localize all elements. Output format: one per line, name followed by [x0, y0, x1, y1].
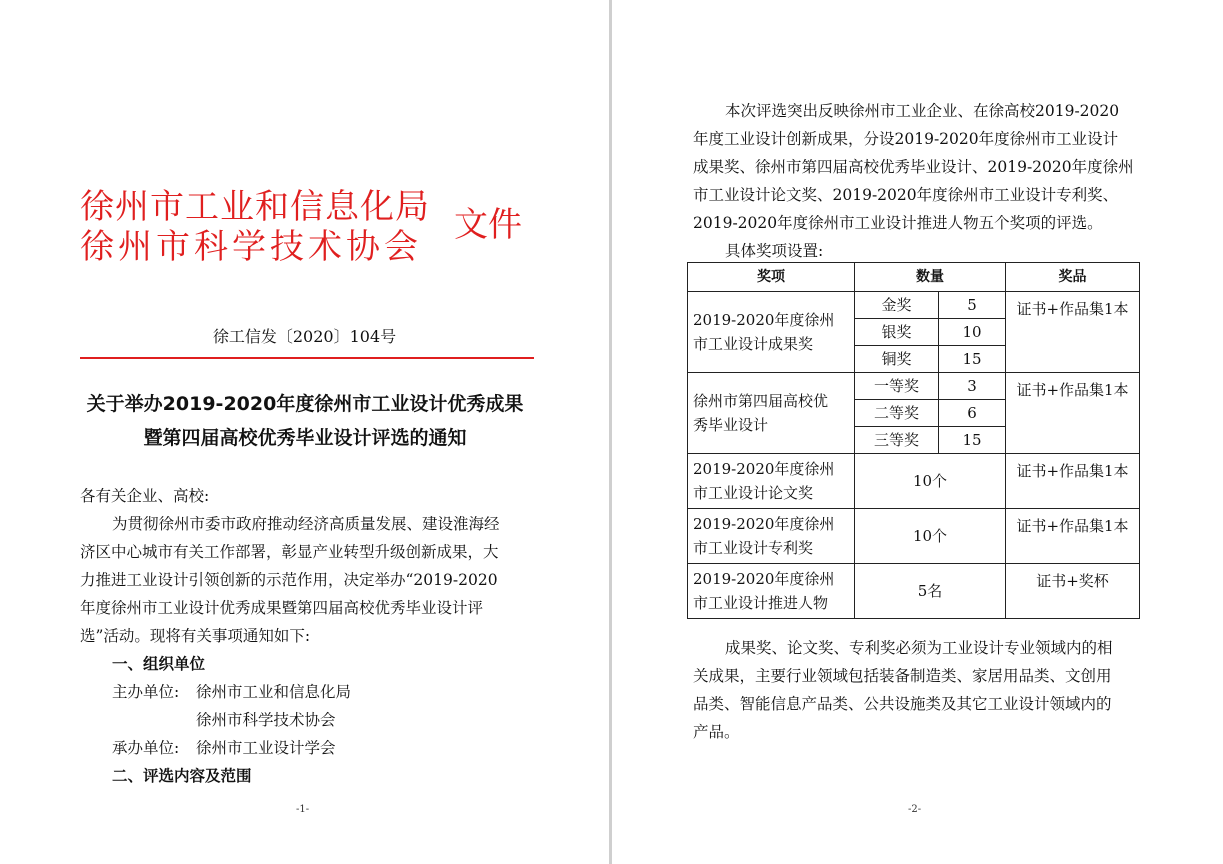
organizer-org: 徐州市工业设计学会	[196, 739, 336, 757]
tier-name: 二等奖	[855, 400, 939, 427]
award-name-line: 2019-2020年度徐州	[693, 570, 835, 588]
issuing-organizations-header	[80, 183, 540, 273]
body-line: 济区中心城市有关工作部署，彰显产业转型升级创新成果，大	[80, 543, 499, 561]
award-name-cell	[688, 454, 855, 509]
org-name-science-association: 徐州市科学技术协会	[80, 227, 422, 267]
award-name-line: 市工业设计论文奖	[693, 484, 814, 502]
quantity-cell: 10个	[855, 454, 1006, 509]
red-divider-line	[80, 357, 534, 359]
award-name-cell	[688, 509, 855, 564]
host-org-2: 徐州市科学技术协会	[196, 711, 336, 729]
prize-cell: 证书+作品集1本	[1006, 373, 1140, 454]
award-name-line: 2019-2020年度徐州	[693, 460, 835, 478]
award-name-cell	[688, 373, 855, 454]
table-row	[688, 373, 1140, 400]
host-label: 主办单位:	[112, 683, 180, 701]
table-row	[688, 292, 1140, 319]
organizer-label: 承办单位:	[112, 739, 180, 757]
award-name-line: 市工业设计推进人物	[693, 594, 829, 612]
page-number-1: -1-	[296, 804, 310, 815]
tier-count: 5	[939, 292, 1006, 319]
header-prize: 奖品	[1006, 263, 1140, 292]
tier-count: 15	[939, 346, 1006, 373]
notice-title-line-1: 关于举办2019-2020年度徐州市工业设计优秀成果	[86, 393, 524, 415]
prize-cell: 证书+作品集1本	[1006, 454, 1140, 509]
tier-name: 银奖	[855, 319, 939, 346]
award-name-line: 市工业设计专利奖	[693, 539, 814, 557]
table-row	[688, 509, 1140, 564]
section-heading-organizers: 一、组织单位	[112, 655, 206, 673]
tier-count: 3	[939, 373, 1006, 400]
salutation: 各有关企业、高校:	[80, 487, 210, 505]
prize-cell: 证书+作品集1本	[1006, 292, 1140, 373]
award-name-line: 2019-2020年度徐州	[693, 515, 835, 533]
host-org-1: 徐州市工业和信息化局	[196, 683, 352, 701]
tier-count: 10	[939, 319, 1006, 346]
body-line: 选”活动。现将有关事项通知如下:	[80, 627, 311, 645]
tier-name: 一等奖	[855, 373, 939, 400]
award-name-line: 徐州市第四届高校优	[693, 392, 829, 410]
table-row	[688, 454, 1140, 509]
table-row	[688, 564, 1140, 619]
intro-line: 2019-2020年度徐州市工业设计推进人物五个奖项的评选。	[693, 214, 1103, 232]
body-line: 为贯彻徐州市委市政府推动经济高质量发展、建设淮海经	[112, 515, 500, 533]
notice-title-line-2: 暨第四届高校优秀毕业设计评选的通知	[143, 427, 467, 449]
tier-name: 金奖	[855, 292, 939, 319]
tier-name: 三等奖	[855, 427, 939, 454]
scope-line: 关成果，主要行业领域包括装备制造类、家居用品类、文创用	[693, 667, 1112, 685]
award-name-line: 秀毕业设计	[693, 416, 769, 434]
intro-line: 本次评选突出反映徐州市工业企业、在徐高校2019-2020	[725, 102, 1120, 120]
prize-cell: 证书+奖杯	[1006, 564, 1140, 619]
page-number-2: -2-	[908, 804, 922, 815]
awards-intro: 具体奖项设置:	[725, 242, 824, 260]
table-header-row	[688, 263, 1140, 292]
prize-cell: 证书+作品集1本	[1006, 509, 1140, 564]
award-name-cell	[688, 564, 855, 619]
header-quantity: 数量	[855, 263, 1006, 292]
scope-line: 产品。	[693, 723, 740, 741]
awards-table	[687, 262, 1140, 619]
intro-line: 成果奖、徐州市第四届高校优秀毕业设计、2019-2020年度徐州	[693, 158, 1134, 176]
intro-line: 市工业设计论文奖、2019-2020年度徐州市工业设计专利奖、	[693, 186, 1119, 204]
body-line: 年度徐州市工业设计优秀成果暨第四届高校优秀毕业设计评	[80, 599, 484, 617]
quantity-cell: 5名	[855, 564, 1006, 619]
award-name-line: 市工业设计成果奖	[693, 335, 814, 353]
tier-count: 15	[939, 427, 1006, 454]
org-name-industry-bureau: 徐州市工业和信息化局	[80, 187, 430, 227]
header-award: 奖项	[688, 263, 855, 292]
award-name-cell	[688, 292, 855, 373]
scope-line: 成果奖、论文奖、专利奖必须为工业设计专业领域内的相	[725, 639, 1113, 657]
document-suffix: 文件	[454, 205, 522, 245]
quantity-cell: 10个	[855, 509, 1006, 564]
scope-line: 品类、智能信息产品类、公共设施类及其它工业设计领域内的	[693, 695, 1112, 713]
tier-count: 6	[939, 400, 1006, 427]
document-number: 徐工信发〔2020〕104号	[212, 327, 397, 346]
body-line: 力推进工业设计引领创新的示范作用，决定举办“2019-2020	[80, 571, 498, 589]
award-name-line: 2019-2020年度徐州	[693, 311, 835, 329]
intro-line: 年度工业设计创新成果，分设2019-2020年度徐州市工业设计	[693, 130, 1119, 148]
section-heading-scope: 二、评选内容及范围	[112, 767, 252, 785]
tier-name: 铜奖	[855, 346, 939, 373]
